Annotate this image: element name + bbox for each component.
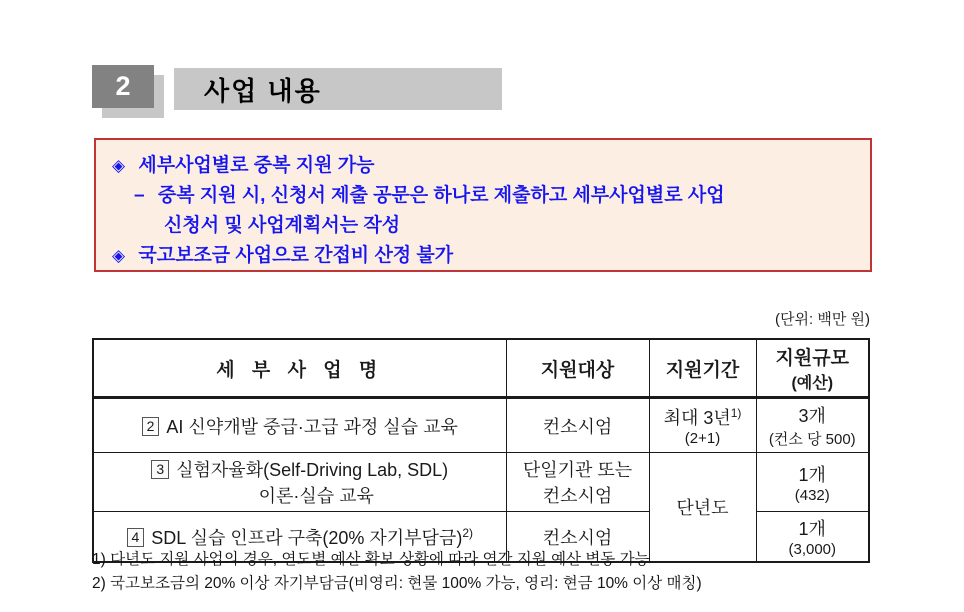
diamond-bullet-icon: ◈ xyxy=(112,246,126,265)
business-table xyxy=(92,338,870,563)
row2-scale-sub: (432) xyxy=(794,486,830,504)
row1-period-footref: 1) xyxy=(730,406,742,420)
section-number-badge xyxy=(92,65,154,108)
table-row xyxy=(93,453,869,512)
header-name: 세 부 사 업 명 xyxy=(93,339,506,398)
row2-target-line2: 컨소시엄 xyxy=(542,486,613,506)
row1-period-sub: (2+1) xyxy=(684,430,721,447)
row1-scale-cell xyxy=(756,398,869,453)
row3-scale-main: 1개 xyxy=(798,519,826,539)
row3-scale-cell xyxy=(756,512,869,563)
row2-name-line1: 실험자율화(Self-Driving Lab, SDL) xyxy=(176,460,449,480)
row3-target-cell: 컨소시엄 xyxy=(506,512,649,563)
row1-scale-sub: (컨소 당 500) xyxy=(768,431,856,448)
table-unit-note: (단위: 백만 원) xyxy=(775,311,870,328)
section-title-bar xyxy=(174,68,502,110)
header-target: 지원대상 xyxy=(506,339,649,398)
boxed-number-icon: 4 xyxy=(127,528,145,547)
row3-name: SDL 실습 인프라 구축(20% 자기부담금) xyxy=(151,527,463,548)
shared-period-cell: 단년도 xyxy=(649,453,756,563)
row3-name-footref: 2) xyxy=(462,525,473,540)
notice-item-2-text: 국고보조금 사업으로 간접비 산정 불가 xyxy=(138,245,454,266)
header-scale-line1: 지원규모 xyxy=(775,348,849,369)
header-scale-line2: (예산) xyxy=(791,375,834,392)
notice-item-1-sub-text-2: 신청서 및 사업계획서는 작성 xyxy=(164,215,401,236)
footnote-2: 2) 국고보조금의 20% 이상 자기부담금(비영리: 현물 100% 가능, 영리: 현금 10% 이상 매칭) xyxy=(92,575,702,592)
row2-scale-cell xyxy=(756,453,869,512)
notice-item-1-sub-cont xyxy=(112,211,856,241)
row1-period-main: 최대 3년 xyxy=(663,408,731,428)
row1-name: AI 신약개발 중급·고급 과정 실습 교육 xyxy=(166,416,458,437)
header-scale xyxy=(756,339,869,398)
diamond-bullet-icon: ◈ xyxy=(112,156,126,175)
notice-item-1-text: 세부사업별로 중복 지원 가능 xyxy=(138,155,375,176)
row1-name-cell xyxy=(93,398,506,453)
row1-period-cell xyxy=(649,398,756,453)
row2-target-cell xyxy=(506,453,649,512)
row2-name-line2: 이론·실습 교육 xyxy=(258,486,374,506)
row3-scale-sub: (3,000) xyxy=(788,541,837,558)
boxed-number-icon: 2 xyxy=(142,417,160,436)
row2-name-cell xyxy=(93,453,506,512)
row1-target-cell: 컨소시엄 xyxy=(506,398,649,453)
section-title: 사업 내용 xyxy=(204,75,322,106)
boxed-number-icon: 3 xyxy=(151,460,169,479)
footnotes xyxy=(92,548,702,596)
notice-item-1 xyxy=(112,151,856,181)
notice-item-2 xyxy=(112,241,856,271)
footnote-1: 1) 다년도 지원 사업의 경우, 연도별 예산 확보 상황에 따라 연간 지원 예산 변동 가능 xyxy=(92,551,650,568)
table-row xyxy=(93,398,869,453)
notice-item-1-sub xyxy=(112,181,856,211)
notice-box xyxy=(94,138,872,272)
row2-scale-main: 1개 xyxy=(798,464,826,485)
dash-bullet: – xyxy=(134,185,145,206)
table-header-row xyxy=(93,339,869,398)
row2-target-line1: 단일기관 또는 xyxy=(522,460,633,480)
notice-item-1-sub-text: 중복 지원 시, 신청서 제출 공문은 하나로 제출하고 세부사업별로 사업 xyxy=(157,185,725,206)
section-number: 2 xyxy=(115,71,131,101)
header-period: 지원기간 xyxy=(649,339,756,398)
row1-scale-main: 3개 xyxy=(798,406,826,426)
